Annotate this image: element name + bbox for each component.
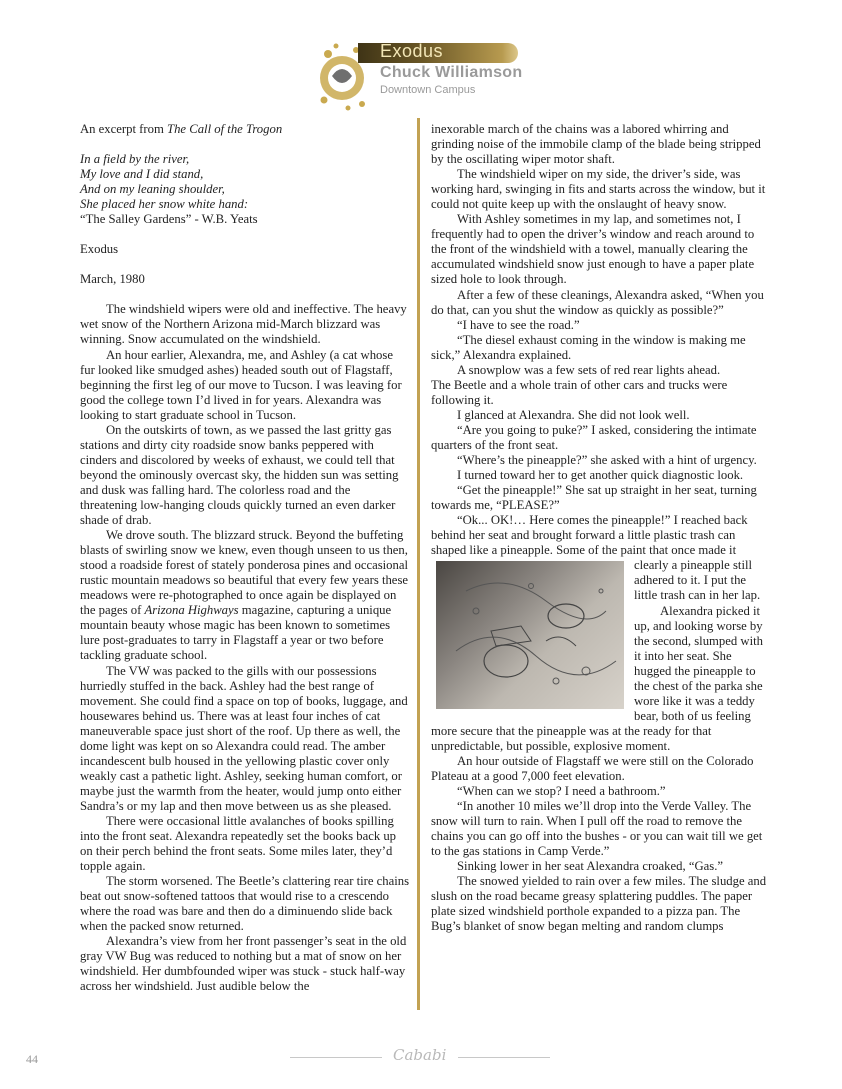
paragraph: Alexandra’s view from her front passenger’s seat in the old gray VW Bug was reduced to nothing but a mat of snow on her windshield. Her dumbfounded wiper was stuck - stuck half-way across her windshield. Just audible below the <box>80 934 407 994</box>
paragraph: “Ok... OK!… Here comes the pineapple!” I reached back behind her seat and brought forward a little plastic trash can shaped like a pineapple. Some of the paint that once made it <box>431 513 748 558</box>
paragraph: “In another 10 miles we’ll drop into the Verde Valley. The snow will turn to rain. When I pull off the road to remove the chains you can go off into the bushes - or you can wait till we get to the gas stations in Camp Verde.” <box>431 799 763 859</box>
paragraph: clearly a pineapple still adhered to it. I put the little trash can in her lap. <box>634 558 761 603</box>
paragraph: We drove south. The blizzard struck. Beyond the buffeting blasts of swirling snow we knew, even though unseen to us then, stood a roadside forest of stately ponderosa pines and occasional rustic mountain meadows so beautiful that every few years these meadows were re-photographed to once again be displayed on the pages of Arizona Highways magazine, capturing a unique mountain beauty whose magic has been known to sometimes lure post-graduates to tarry in Flagstaff a year or two before tackling graduate school. <box>80 528 409 663</box>
text-column-right <box>431 122 769 935</box>
poem-line: She placed her snow white hand: <box>80 197 249 212</box>
paragraph: There were occasional little avalanches of books spilling into the front seat. Alexandra repeatedly set the books back up on their perch behind the front seats. Some miles later, they’d topple again. <box>80 813 397 874</box>
paragraph: I turned toward her to get another quick diagnostic look. <box>457 468 744 483</box>
paragraph: The VW was packed to the gills with our possessions hurriedly stuffed in the back. Ashley had the best range of movement. She could find a space on top of books, luggage, and housewares behind us. There was at least four inches of cat maneuverable space just short of the roof. Up there as well, the dome light was kept on so Alexandra could read. The amber incandescent bulb housed in the yellowing plastic cover only weakly cast a pathetic light. Ashley, seeking human comfort, or maybe just the warmth from the heater, would jump onto either Sandra’s or my lap and then move between us as she pleased. <box>80 663 408 813</box>
author-name: Chuck Williamson <box>380 64 523 81</box>
paragraph: The snowed yielded to rain over a few miles. The sludge and slush on the road became greasy splattering puddles. The paper plate sized windshield porthole expanded to a pizza pan. The Bug’s blanket of snow began melting and random clumps <box>431 874 767 934</box>
paragraph: inexorable march of the chains was a labored whirring and grinding noise of the immobile clamp of the blade being stripped by the oscillating wiper motor shaft. <box>431 122 761 167</box>
page-number: 44 <box>26 1052 38 1066</box>
paragraph: An hour earlier, Alexandra, me, and Ashley (a cat whose fur looked like smudged ashes) headed south out of Flagstaff, beginning the first leg of our move to Tucson. I was leaving for good the college town I’d lived in for years. Alexandra was looking to start graduate school in Tucson. <box>80 347 402 422</box>
story-date: March, 1980 <box>80 272 145 287</box>
campus-name: Downtown Campus <box>380 84 476 96</box>
poem-source: “The Salley Gardens” - W.B. Yeats <box>80 212 258 227</box>
footer-rule-right <box>458 1057 550 1058</box>
footer-brand: Cababi <box>393 1046 447 1064</box>
paragraph: The storm worsened. The Beetle’s clattering rear tire chains beat out snow-softened tattoos that would rise to a crescendo where the road was bare and then do a diminuendo slide back when the packed snow returned. <box>80 874 410 934</box>
paragraph: A snowplow was a few sets of red rear lights ahead. <box>457 362 721 377</box>
poem-line: In a field by the river, <box>80 152 190 167</box>
story-title: Exodus <box>80 242 119 257</box>
paragraph: Alexandra picked it up, and looking worse by the second, slumped with it into her seat. She hugged the pineapple to the chest of the parka she wore like it was a teddy bear, both of us feeling more secure that the pineapple was at the ready for that unpredictable, but possible, explosive moment. <box>431 603 763 753</box>
poem-line: My love and I did stand, <box>80 167 204 182</box>
paragraph: The Beetle and a whole train of other cars and trucks were following it. <box>431 377 728 407</box>
sketch-photo <box>436 561 624 709</box>
paragraph: With Ashley sometimes in my lap, and sometimes not, I frequently had to open the driver’s window and reach around to the front of the windshield with a towel, manually clearing the accumulated windshield snow just enough to have a paper plate sized hole to look through. <box>431 212 755 287</box>
paragraph: “Where’s the pineapple?” she asked with a hint of urgency. <box>457 453 757 468</box>
paragraph: “The diesel exhaust coming in the window is making me sick,” Alexandra explained. <box>431 332 746 362</box>
poem-line: And on my leaning shoulder, <box>80 182 225 197</box>
book-title: The Call of the Trogon <box>167 122 283 136</box>
column-divider <box>417 118 420 1010</box>
article-header <box>318 38 523 113</box>
paragraph: After a few of these cleanings, Alexandra asked, “When you do that, can you shut the window as quickly as possible?” <box>431 287 764 317</box>
paragraph: “When can we stop? I need a bathroom.” <box>457 784 666 799</box>
paragraph: “Are you going to puke?” I asked, considering the intimate quarters of the front seat. <box>431 422 757 452</box>
pencil-sketch-icon <box>436 561 624 709</box>
paragraph: “I have to see the road.” <box>457 317 580 332</box>
paragraph: Sinking lower in her seat Alexandra croaked, “Gas.” <box>457 859 723 874</box>
paragraph: An hour outside of Flagstaff we were still on the Colorado Plateau at a good 7,000 feet elevation. <box>431 753 754 784</box>
footer-rule-left <box>290 1057 382 1058</box>
paragraph: I glanced at Alexandra. She did not look well. <box>457 407 690 422</box>
paragraph: The windshield wipers were old and ineffective. The heavy wet snow of the Northern Arizona mid-March blizzard was winning. Snow accumulated on the windshield. <box>80 302 407 347</box>
paragraph: “Get the pineapple!” She sat up straight in her seat, turning towards me, “PLEASE?” <box>431 483 757 513</box>
article-title: Exodus <box>380 41 444 61</box>
paragraph: The windshield wiper on my side, the driver’s side, was working hard, swinging in fits and starts across the window, but it could not quite keep up with the onslaught of heavy snow. <box>431 167 766 212</box>
paragraph: On the outskirts of town, as we passed the last gritty gas stations and dirty city roadside snow banks peppered with cinders and discolored by weeks of exhaust, we could tell that beyond the ominously overcast sky, the hidden sun was setting and dusk was falling hard. The colorless road and the threatening low-hanging clouds quickly turned an even darker shade of drab. <box>80 422 399 528</box>
excerpt-line: An excerpt from The Call of the Trogon <box>80 122 283 136</box>
magazine-title: Arizona Highways <box>144 603 239 618</box>
text-column-left <box>80 122 410 995</box>
